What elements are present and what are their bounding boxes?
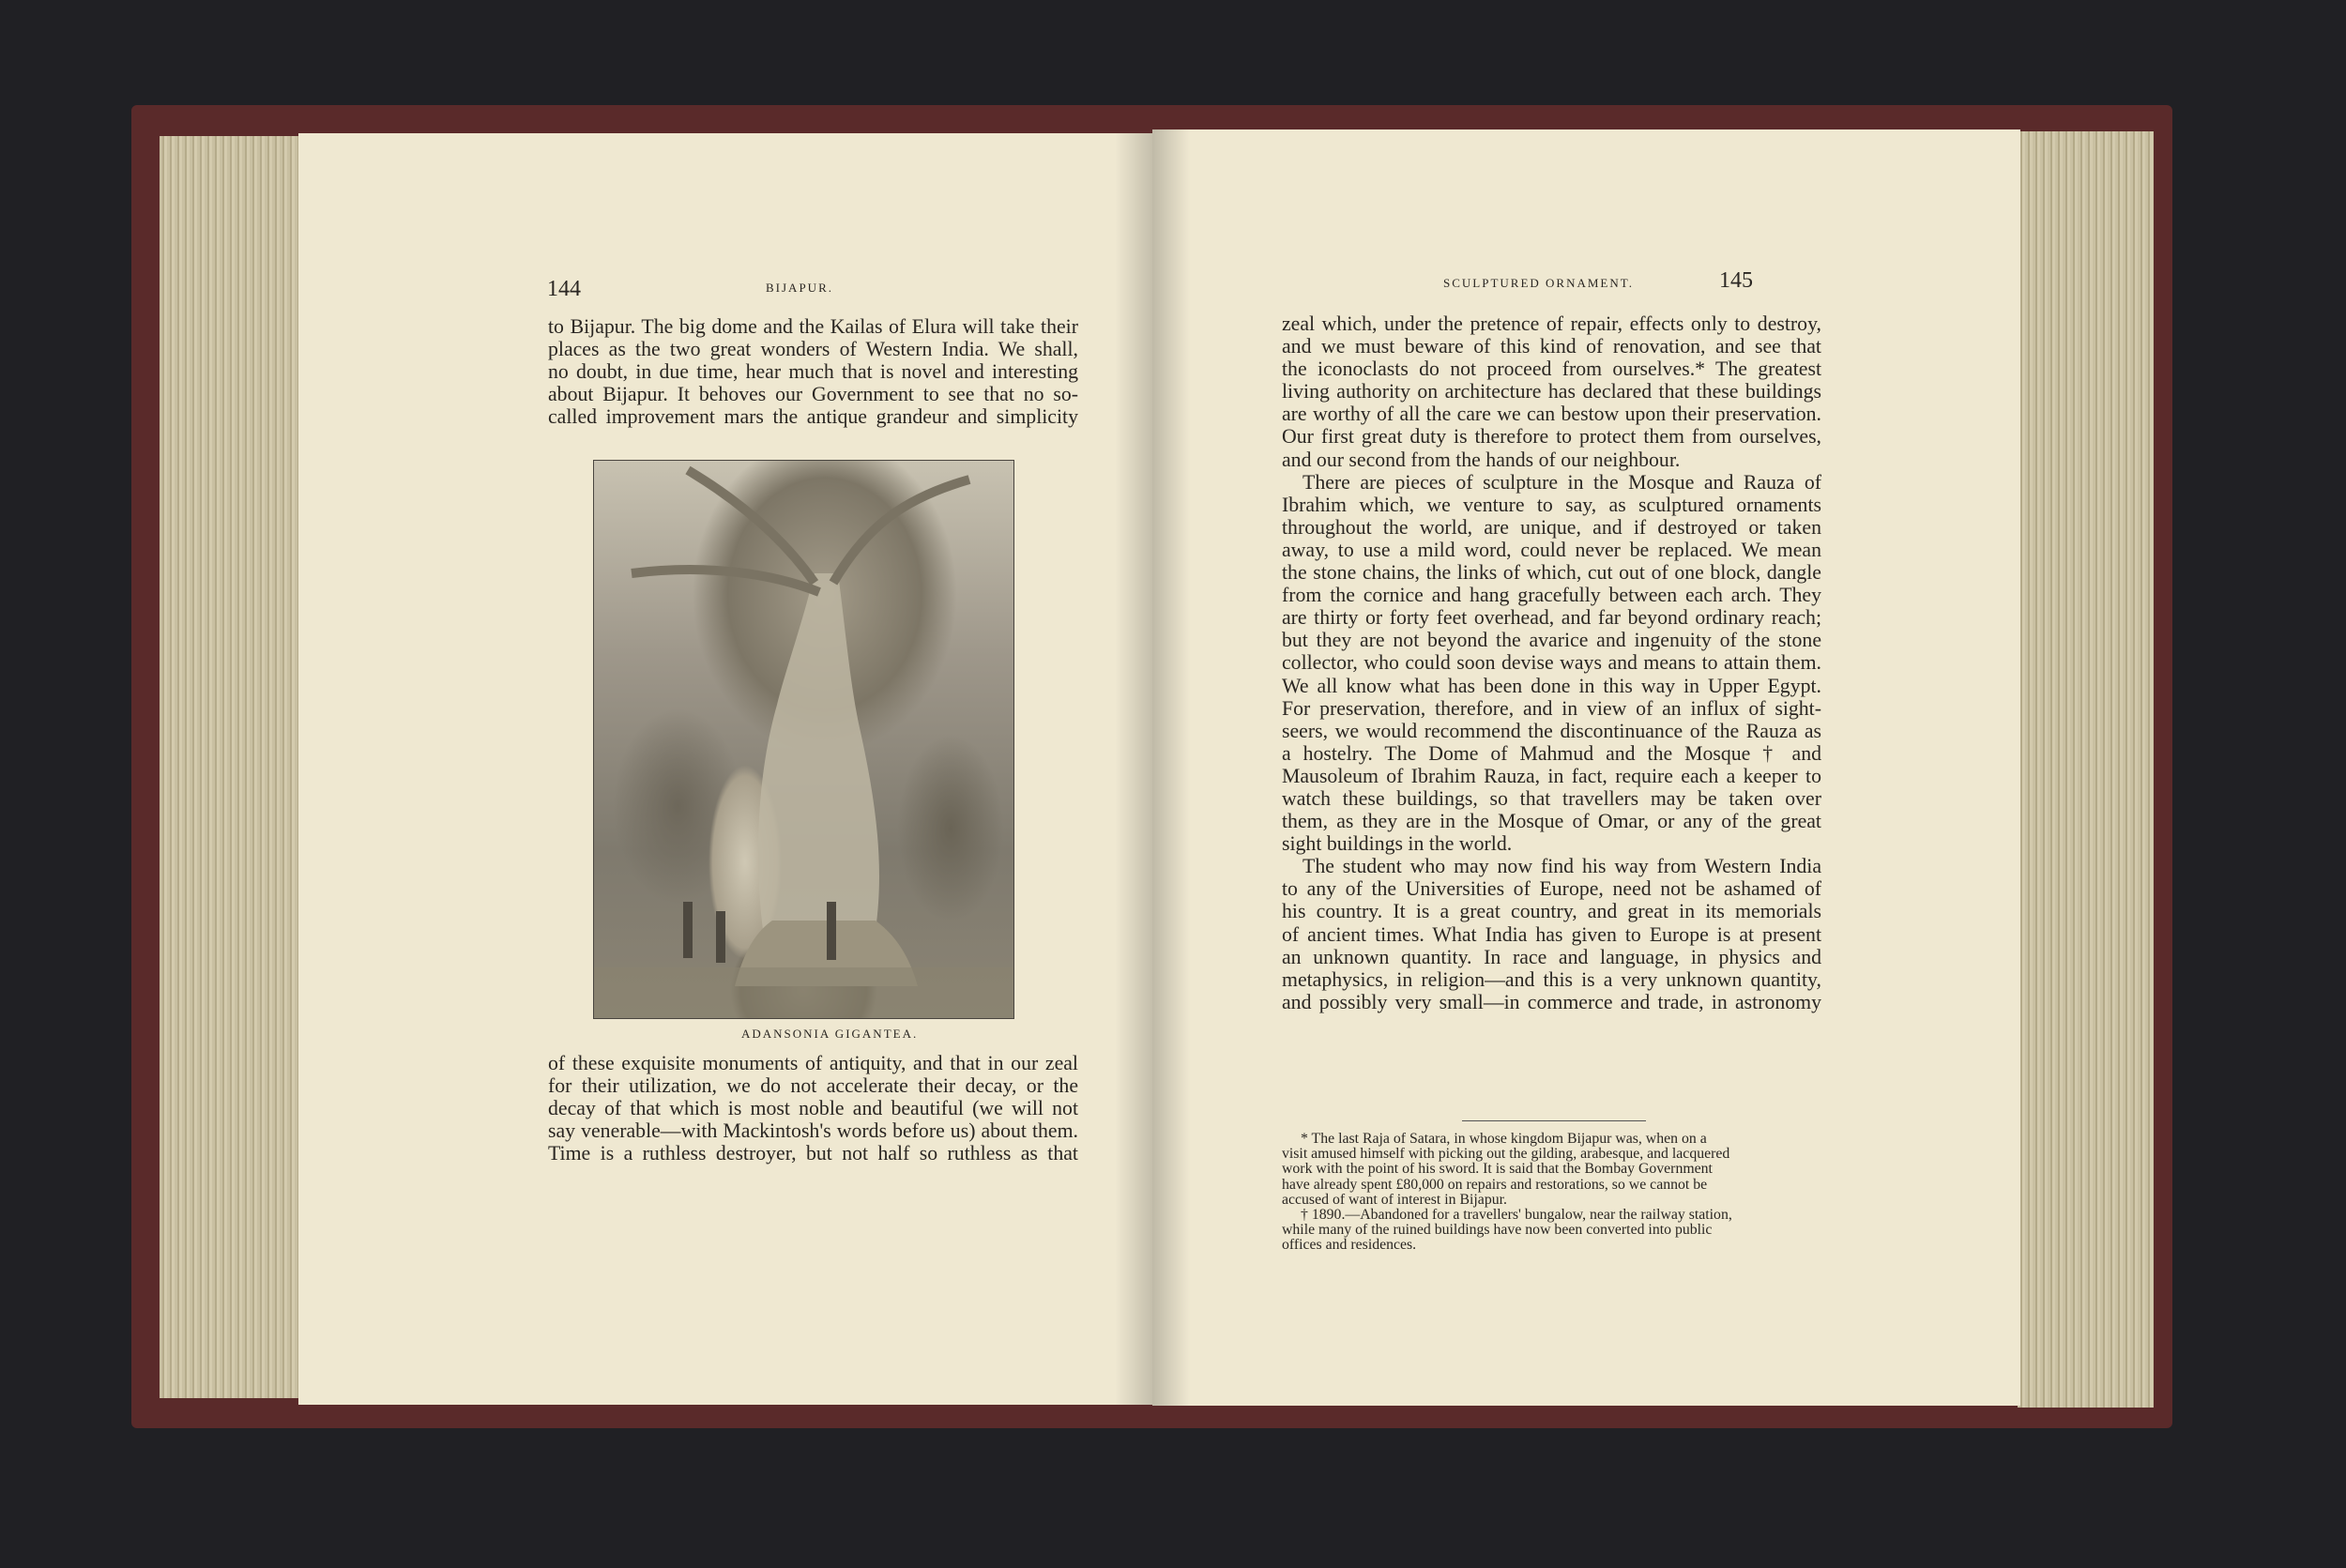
text-line: Time is a ruthless destroyer, but not half so ruthless as that <box>548 1142 1078 1165</box>
text-line: metaphysics, in religion—and this is a very unknown quantity, <box>1282 967 1821 991</box>
footnote-line: visit amused himself with picking out the gilding, arabesque, and lacquered <box>1282 1146 1730 1163</box>
text-line: There are pieces of sculpture in the Mosque and Rauza of <box>1302 470 1821 494</box>
text-line: are worthy of all the care we can bestow upon their preservation. <box>1282 403 1821 426</box>
footnote-line: accused of want of interest in Bijapur. <box>1282 1191 1507 1208</box>
text-line: the stone chains, the links of which, cut out of one block, dangle <box>1282 561 1821 585</box>
left-bottom-text <box>548 1052 1078 1165</box>
running-head: BIJAPUR. <box>766 281 833 295</box>
footnote-line: offices and residences. <box>1282 1237 1417 1254</box>
text-line: but they are not beyond the avarice and ingenuity of the stone <box>1282 629 1821 652</box>
text-line: the iconoclasts do not proceed from ourselves.* The greatest <box>1282 358 1821 381</box>
text-line: living authority on architecture has declared that these buildings <box>1282 380 1821 403</box>
right-body-text <box>1282 312 1821 1013</box>
text-line: to Bijapur. The big dome and the Kailas of Elura will take their <box>548 315 1078 338</box>
footnote-rule <box>1462 1120 1646 1121</box>
text-line: to any of the Universities of Europe, need not be ashamed of <box>1282 877 1821 901</box>
figure-caption: ADANSONIA GIGANTEA. <box>741 1027 919 1041</box>
footnote-line: have already spent £80,000 on repairs and restorations, so we cannot be <box>1282 1176 1708 1193</box>
baobab-tree-illustration <box>594 461 1013 1018</box>
text-line: Mausoleum of Ibrahim Rauza, in fact, require each a keeper to <box>1282 764 1821 787</box>
text-line: of ancient times. What India has given to Europe is at present <box>1282 922 1821 946</box>
footnote-line: † 1890.—Abandoned for a travellers' bungalow, near the railway station, <box>1301 1207 1732 1224</box>
text-line: decay of that which is most noble and beautiful (we will not <box>548 1097 1078 1120</box>
text-line: no doubt, in due time, hear much that is novel and interesting <box>548 360 1078 384</box>
left-page <box>298 133 1152 1405</box>
text-line: away, to use a mild word, could never be replaced. We mean <box>1282 538 1821 561</box>
left-top-text <box>548 315 1078 428</box>
text-line: are thirty or forty feet overhead, and far beyond ordinary reach; <box>1282 606 1821 630</box>
figure-illustration <box>593 460 1014 1019</box>
footnote-line: while many of the ruined buildings have now been converted into public <box>1282 1222 1713 1239</box>
page-number: 144 <box>547 277 581 301</box>
text-line: places as the two great wonders of Western India. We shall, <box>548 338 1078 361</box>
text-line: called improvement mars the antique grandeur and simplicity <box>548 405 1078 429</box>
text-line: sight buildings in the world. <box>1282 832 1513 856</box>
text-line: his country. It is a great country, and great in its memorials <box>1282 900 1821 923</box>
text-line: a hostelry. The Dome of Mahmud and the Mosque † and <box>1282 741 1821 765</box>
text-line: zeal which, under the pretence of repair, effects only to destroy, <box>1282 312 1821 335</box>
text-line: throughout the world, are unique, and if destroyed or taken <box>1282 515 1821 539</box>
text-line: Our first great duty is therefore to protect them from ourselves, <box>1282 425 1821 449</box>
footnote-line: work with the point of his sword. It is said that the Bombay Government <box>1282 1161 1713 1178</box>
text-line: and we must beware of this kind of renovation, and see that <box>1282 335 1821 358</box>
text-line: about Bijapur. It behoves our Government to see that no so- <box>548 383 1078 406</box>
text-line: for their utilization, we do not accelerate their decay, or the <box>548 1074 1078 1098</box>
text-line: of these exquisite monuments of antiquity, and that in our zeal <box>548 1052 1078 1074</box>
text-line: and our second from the hands of our neighbour. <box>1282 448 1681 471</box>
right-page-edges <box>2018 131 2154 1408</box>
text-line: and possibly very small—in commerce and trade, in astronomy <box>1282 990 1821 1013</box>
footnote-line: * The last Raja of Satara, in whose kingdom Bijapur was, when on a <box>1301 1131 1707 1147</box>
text-line: watch these buildings, so that travellers may be taken over <box>1282 786 1821 810</box>
gutter-shadow <box>1115 133 1152 1405</box>
left-page-edges <box>160 136 300 1398</box>
text-line: them, as they are in the Mosque of Omar, or any of the great <box>1282 810 1821 833</box>
text-line: The student who may now find his way from Western India <box>1302 855 1821 878</box>
text-line: Ibrahim which, we venture to say, as sculptured ornaments <box>1282 493 1821 516</box>
right-page <box>1152 129 2020 1406</box>
footnotes <box>1282 1132 1821 1254</box>
text-line: For preservation, therefore, and in view of an influx of sight- <box>1282 696 1821 720</box>
text-line: seers, we would recommend the discontinuance of the Rauza as <box>1282 719 1821 742</box>
text-line: collector, who could soon devise ways and means to attain them. <box>1282 651 1821 675</box>
page-number: 145 <box>1719 268 1753 293</box>
text-line: an unknown quantity. In race and language, in physics and <box>1282 945 1821 968</box>
text-line: say venerable—with Mackintosh's words before us) about them. <box>548 1119 1078 1143</box>
text-line: We all know what has been done in this way in Upper Egypt. <box>1282 674 1821 697</box>
text-line: from the cornice and hang gracefully between each arch. They <box>1282 584 1821 607</box>
running-head: SCULPTURED ORNAMENT. <box>1443 276 1634 290</box>
gutter-shadow <box>1152 129 1190 1406</box>
